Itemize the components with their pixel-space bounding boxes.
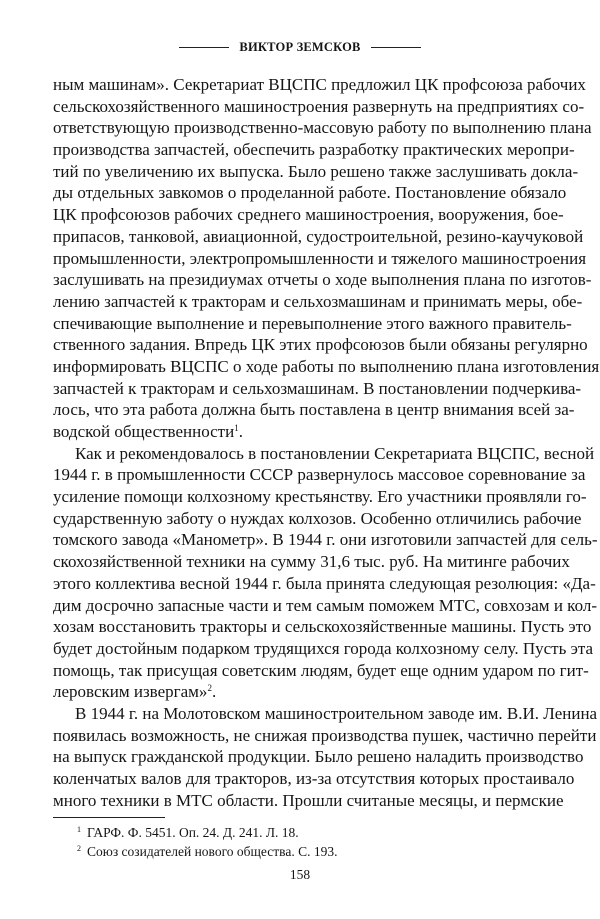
text-line: производства запчастей, обеспечить разработку практических меропри-	[53, 140, 575, 160]
footnote-ref[interactable]: 2	[207, 683, 212, 694]
paragraph	[53, 703, 598, 811]
body-text	[53, 74, 600, 811]
header-rule-left	[179, 47, 229, 48]
text-line: хозам восстановить тракторы и сельскохозяйственные машины. Пусть это	[53, 617, 592, 637]
text-line: коленчатых валов для тракторов, из-за отсутствия которых простаивало	[53, 769, 575, 788]
text-line	[53, 681, 547, 703]
text-line: промышленности, электропромышленности и тяжелого машиностроения	[53, 248, 587, 268]
text-line: помощь, так присущая советским людям, будет еще одним ударом по гит-	[53, 660, 589, 680]
text-line: много техники в МТС области. Прошли считаные месяцы, и пермские	[53, 790, 564, 810]
text-line: ды отдельных завкомов о проделанной работе. Постановление обязало	[53, 183, 567, 203]
text-line: Как и рекомендовалось в постановлении Секретариата ВЦСПС, весной	[75, 443, 595, 463]
text-line: В 1944 г. на Молотовском машиностроительном заводе им. В.И. Ленина	[75, 703, 598, 723]
line-punct: .	[238, 422, 243, 441]
footnote	[77, 842, 337, 861]
line-text: водской общественности	[53, 422, 235, 441]
line-text: леровским извергам»	[53, 682, 208, 702]
text-line: припасов, танковой, авиационной, судостроительной, резино-каучуковой	[53, 226, 584, 246]
text-line: дим досрочно запасные части и тем самым поможем МТС, совхозам и кол-	[53, 595, 597, 615]
footnote-separator	[53, 817, 165, 818]
text-line: томского завода «Манометр». В 1944 г. они изготовили запчастей для сель-	[53, 530, 598, 550]
text-line: спечивающие выполнение и перевыполнение этого важного правитель-	[53, 313, 572, 333]
text-line: лось, что эта работа должна быть поставлена в центр внимания всей за-	[53, 400, 575, 420]
text-line: информировать ВЦСПС о ходе работы по выполнению плана изготовления	[53, 356, 600, 376]
text-line: скохозяйственной техники на сумму 31,6 тыс. руб. На митинге рабочих	[53, 552, 570, 572]
footnote-text: Союз созидателей нового общества. С. 193.	[87, 844, 338, 859]
footnotes	[77, 823, 337, 861]
text-line: лению запчастей к тракторам и сельхозмашинам и принимать меры, обе-	[53, 291, 583, 311]
text-line: ответствующую производственно-массовую работу по выполнению плана	[53, 118, 592, 138]
text-line: ЦК профсоюзов рабочих среднего машиностроения, вооружения, бое-	[53, 205, 564, 225]
text-line: будет достойным подарком трудящихся города колхозному селу. Пусть эта	[53, 638, 594, 658]
footnote-number: 2	[77, 844, 81, 853]
text-line: на выпуск гражданской продукции. Было решено наладить производство	[53, 747, 584, 767]
text-line: этого коллектива весной 1944 г. была принята следующая резолюция: «Да-	[53, 573, 596, 593]
footnote-number: 1	[77, 825, 81, 834]
text-line: тий по увеличению их выпуска. Было решено также заслушивать докла-	[53, 161, 579, 181]
text-line: сударственную заботу о нуждах колхозов. Особенно отличились рабочие	[53, 508, 582, 528]
text-line: запчастей к тракторам и сельхозмашинам. В постановлении подчеркива-	[53, 378, 582, 398]
text-line: сельскохозяйственного машиностроения развернуть на предприятиях со-	[53, 96, 585, 116]
page-number: 158	[289, 867, 311, 882]
paragraph	[53, 443, 598, 703]
text-line: заслушивать на президиумах отчеты о ходе выполнения плана по изготов-	[53, 270, 592, 290]
running-header	[0, 40, 600, 55]
text-line: ным машинам». Секретариат ВЦСПС предложил ЦК профсоюза рабочих	[53, 75, 586, 94]
text-line: 1944 г. в промышленности СССР развернулось массовое соревнование за	[53, 465, 586, 485]
footnote	[77, 823, 337, 842]
text-line: ственного задания. Впредь ЦК этих профсоюзов были обязаны регулярно	[53, 335, 588, 355]
header-rule-right	[371, 47, 421, 48]
footnote-text: ГАРФ. Ф. 5451. Оп. 24. Д. 241. Л. 18.	[87, 825, 299, 840]
footnote-ref[interactable]: 1	[234, 423, 239, 433]
text-line: усиление помощи колхозному крестьянству. Его участники проявляли го-	[53, 487, 587, 507]
paragraph	[53, 74, 600, 443]
text-line	[53, 421, 547, 443]
line-punct: .	[211, 682, 217, 702]
text-line: появилась возможность, не снижая производства пушек, частично перейти	[53, 725, 597, 745]
running-header-title: ВИКТОР ЗЕМСКОВ	[239, 40, 361, 54]
